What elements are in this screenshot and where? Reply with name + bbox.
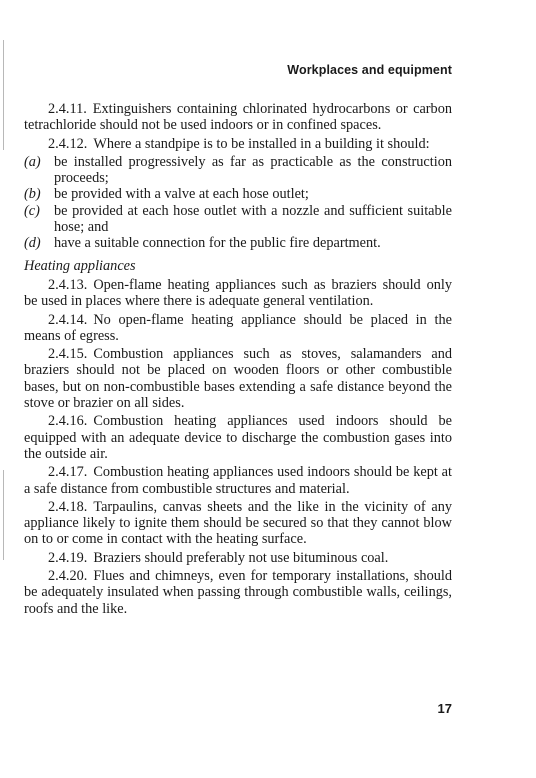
paragraph-2-4-16 (24, 413, 452, 462)
section-heading: Heating appliances (24, 257, 136, 274)
paragraph-number: 2.4.19. (48, 549, 88, 566)
paragraph-number: 2.4.14. (48, 311, 88, 328)
paragraph-number: 2.4.15. (48, 346, 88, 363)
list-item (24, 154, 452, 187)
list-item-text: be provided with a valve at each hose outlet; (54, 186, 309, 203)
standpipe-requirements-list (24, 154, 452, 252)
paragraph-number: 2.4.12. (48, 135, 88, 152)
list-item (24, 235, 452, 251)
paragraph-number: 2.4.16. (48, 413, 88, 430)
paragraph-2-4-13 (24, 277, 452, 310)
paragraph-text: Braziers should preferably not use bituminous coal. (93, 549, 389, 566)
paragraph-number: 2.4.20. (48, 568, 88, 585)
paragraph-2-4-17 (24, 464, 452, 497)
scan-margin-line (3, 470, 4, 560)
list-marker: (a) (24, 153, 41, 170)
paragraph-2-4-15 (24, 346, 452, 411)
paragraph-number: 2.4.17. (48, 464, 88, 481)
paragraph-2-4-18 (24, 499, 452, 548)
list-marker: (d) (24, 235, 41, 252)
paragraph-2-4-12 (24, 136, 452, 152)
paragraph-text: Flues and chimneys, even for temporary installations, should be adequately insulated when passing through combustible walls, ceilings, roofs and the like. (24, 568, 452, 617)
paragraph-2-4-14 (24, 312, 452, 345)
page-number: 17 (437, 701, 452, 716)
paragraph-2-4-19 (24, 550, 452, 566)
paragraph-text: Combustion heating appliances used indoors should be kept at a safe distance from combustible structures and material. (24, 464, 452, 497)
list-marker: (b) (24, 186, 41, 203)
paragraph-text: No open-flame heating appliance should be placed in the means of egress. (24, 311, 452, 344)
list-item (24, 186, 452, 202)
paragraph-text: Combustion heating appliances used indoors should be equipped with an adequate device to discharge the combustion gases into the outside air. (24, 413, 452, 462)
paragraph-text: Combustion appliances such as stoves, salamanders and braziers should not be placed on wooden floors or other combustible bases, but on non-combustible bases extending a safe distance beyond the stove or brazier on all sides. (24, 346, 452, 412)
paragraph-2-4-20 (24, 568, 452, 617)
paragraph-text: Where a standpipe is to be installed in a building it should: (93, 135, 430, 152)
paragraph-text: Tarpaulins, canvas sheets and the like in the vicinity of any appliance likely to ignite them should be secured so that they cannot blow on to or come in contact with the heating surface. (24, 498, 452, 548)
list-item-text: be provided at each hose outlet with a nozzle and sufficient suitable hose; and (54, 202, 452, 236)
paragraph-text: Extinguishers containing chlorinated hydrocarbons or carbon tetrachloride should not be used indoors or in confined spaces. (24, 101, 452, 134)
body-text (24, 101, 452, 619)
paragraph-text: Open-flame heating appliances such as braziers should only be used in places where there is adequate general ventilation. (24, 276, 452, 310)
list-marker: (c) (24, 202, 40, 219)
running-header: Workplaces and equipment (287, 63, 452, 77)
paragraph-number: 2.4.11. (48, 101, 87, 117)
paragraph-2-4-11 (24, 101, 452, 134)
list-item (24, 203, 452, 236)
paragraph-number: 2.4.13. (48, 276, 88, 293)
list-item-text: be installed progressively as far as practicable as the construction proceeds; (54, 153, 452, 187)
scan-margin-line (3, 40, 4, 150)
paragraph-number: 2.4.18. (48, 498, 88, 515)
list-item-text: have a suitable connection for the public fire department. (54, 235, 381, 252)
